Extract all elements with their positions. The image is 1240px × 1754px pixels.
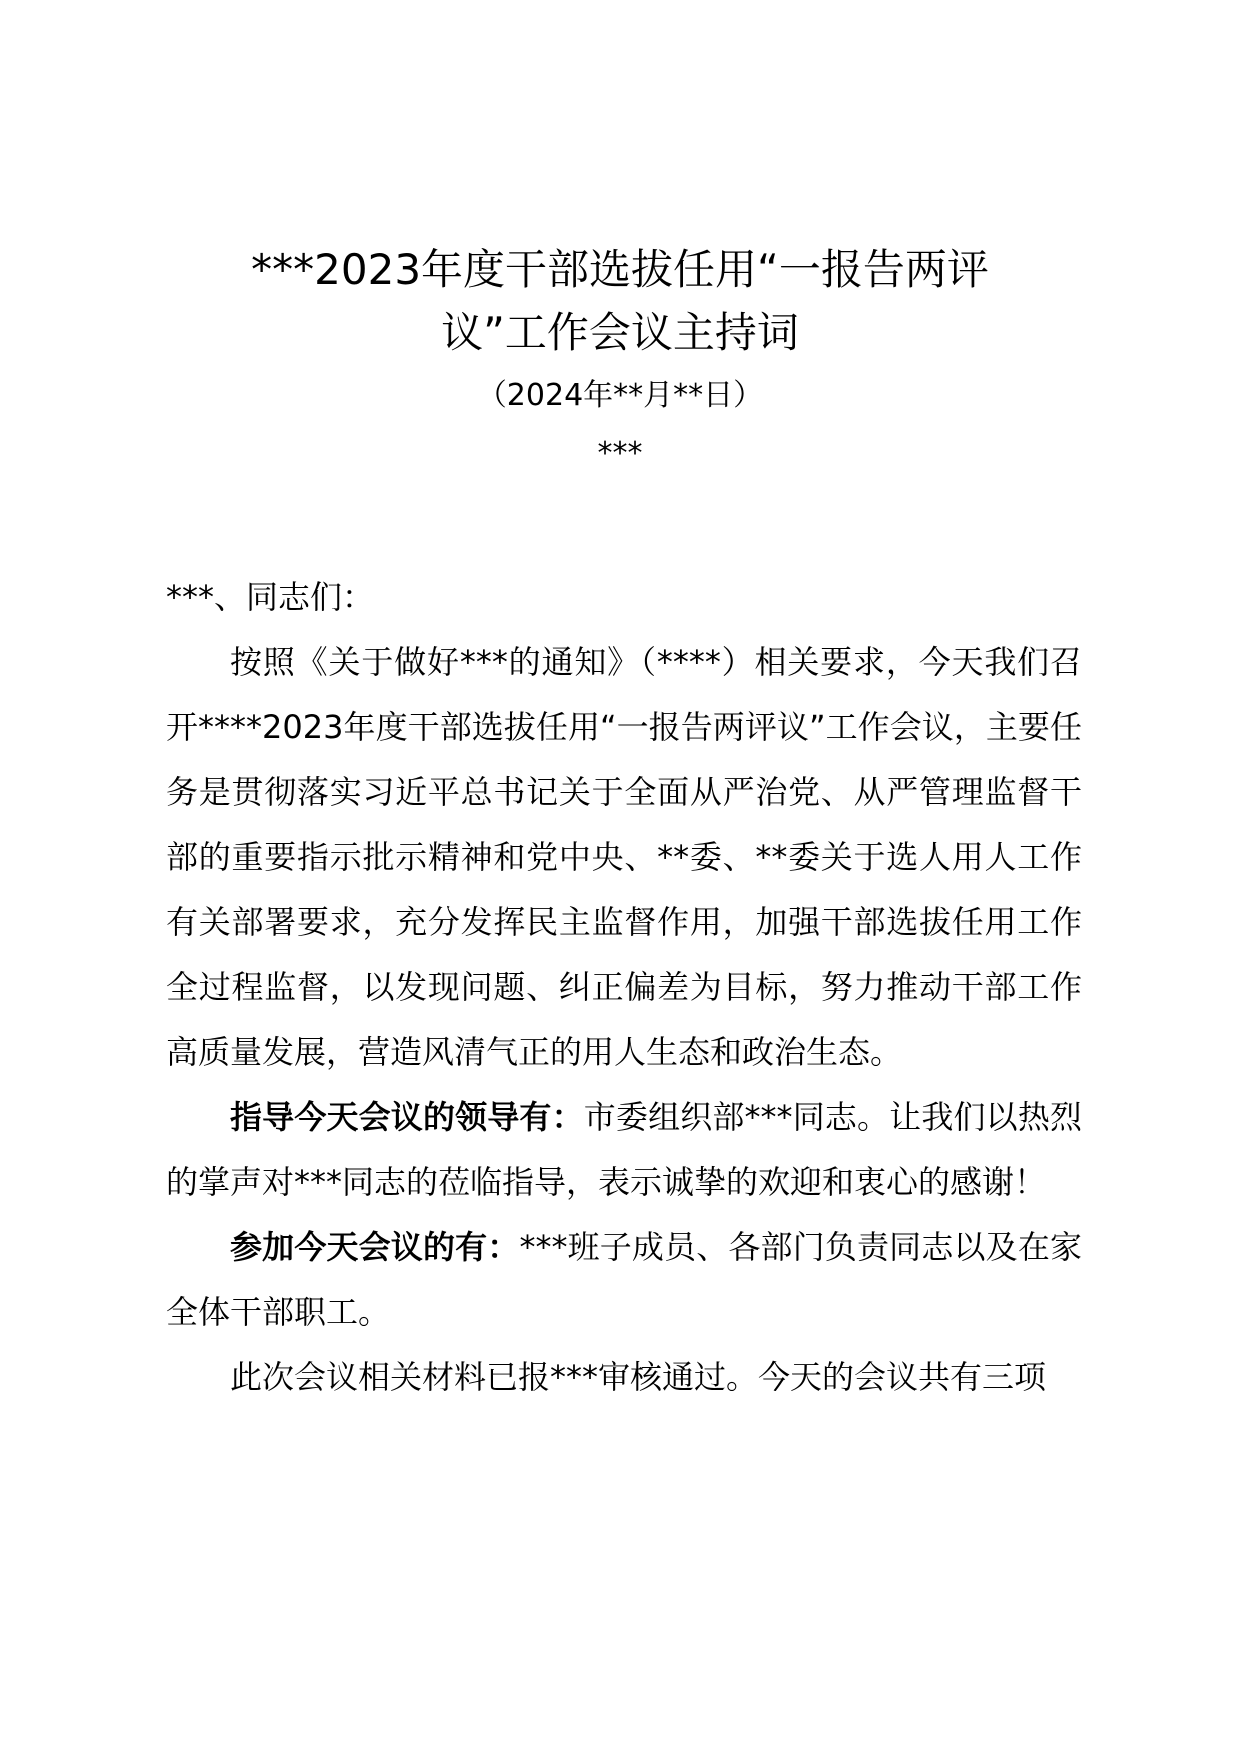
paragraph-leaders: [166, 1085, 1082, 1215]
document-title: [200, 238, 1040, 364]
attendees-label: 参加今天会议的有：: [230, 1228, 520, 1266]
salutation: ***、同志们：: [166, 578, 375, 616]
leaders-label: 指导今天会议的领导有：: [230, 1098, 584, 1136]
meeting-date: （2024年**月**日）: [476, 378, 764, 413]
paragraph-attendees: [166, 1215, 1082, 1345]
paragraph-purpose: 按照《关于做好***的通知》（****）相关要求，今天我们召开****2023年度干部选拔任用“一报告两评议”工作会议，主要任务是贯彻落实习近平总书记关于全面从严治党、从严管理监督干部的重要指示批示精神和党中央、**委、**委关于选人用人工作有关部署要求，充分发挥民主监督作用，加强干部选拔任用工作全过程监督，以发现问题、纠正偏差为目标，努力推动干部工作高质量发展，营造风清气正的用人生态和政治生态。: [166, 643, 1082, 1071]
attendees-text: ***班子成员、各部门负责同志以及在家全体干部职工。: [166, 1228, 1082, 1331]
speaker-name: ***: [597, 436, 643, 471]
document-body: [166, 565, 1082, 1410]
leaders-text: 市委组织部***同志。让我们以热烈的掌声对***同志的莅临指导，表示诚挚的欢迎和衷心的感谢！: [166, 1098, 1082, 1201]
paragraph-agenda: 此次会议相关材料已报***审核通过。今天的会议共有三项: [230, 1358, 1047, 1396]
title-line-2: 议”工作会议主持词: [441, 308, 799, 357]
title-line-1: ***2023年度干部选拔任用“一报告两评: [251, 245, 989, 294]
